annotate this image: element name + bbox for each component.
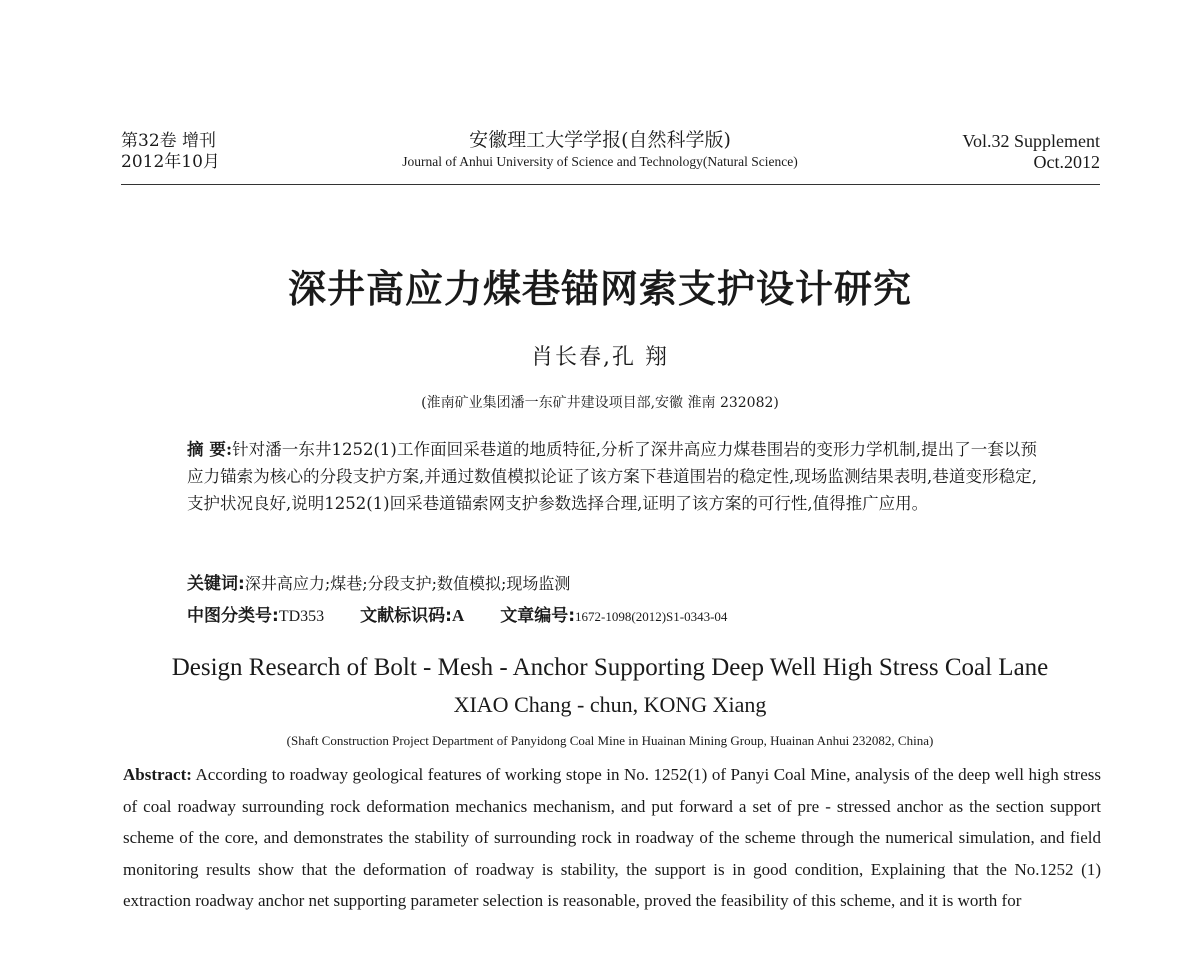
header-volume-cn-block — [121, 131, 220, 173]
clc-label: 中图分类号: — [187, 606, 279, 626]
article-number-label: 文章编号: — [500, 606, 576, 626]
affiliation-en: (Shaft Construction Project Department of Panyidong Coal Mine in Huainan Mining Group, Huainan Anhui 232082, China) — [286, 733, 934, 748]
header-volume-en: Vol.32 Supplement — [962, 131, 1100, 151]
abstract-en-text: According to roadway geological features of working stope in No. 1252(1) of Panyi Coal Mine, analysis of the deep well high stress of coal roadway surrounding rock deformation mechanics mechanism, and put forward a set of pre - stressed anchor as the section support scheme of the core, and demonstrates the stability of surrounding rock in roadway of the scheme through the numerical simulation, and field monitoring results show that the deformation of roadway is stability, the support is in good condition, Explaining that the No.1252 (1) extraction roadway anchor net supporting parameter selection is reasonable, proved the feasibility of this scheme, and it is worth for — [123, 765, 1101, 910]
abstract-cn-text: 针对潘一东井1252(1)工作面回采巷道的地质特征,分析了深井高应力煤巷围岩的变形力学机制,提出了一套以预应力锚索为核心的分段支护方案,并通过数值模拟论证了该方案下巷道围岩的稳定性,现场监测结果表明,巷道变形稳定,支护状况良好,说明1252(1)回采巷道锚索网支护参数选择合理,证明了该方案的可行性,值得推广应用。 — [187, 440, 1037, 513]
header-date-en: Oct.2012 — [1033, 152, 1100, 172]
abstract-en — [123, 759, 1101, 917]
paper-title-en: Design Research of Bolt - Mesh - Anchor Supporting Deep Well High Stress Coal Lane — [171, 654, 1049, 681]
classification-line — [187, 601, 727, 626]
abstract-en-label: Abstract: — [123, 765, 192, 784]
article-number-value: 1672-1098(2012)S1-0343-04 — [575, 609, 728, 624]
authors-cn: 肖长春,孔 翔 — [531, 345, 669, 370]
journal-name-cn: 安徽理工大学学报(自然科学版) — [469, 129, 731, 151]
document-code-label: 文献标识码: — [360, 606, 452, 626]
journal-header — [320, 128, 880, 171]
abstract-cn-label: 摘 要: — [187, 440, 233, 459]
affiliation-cn: (淮南矿业集团潘一东矿井建设项目部,安徽 淮南 232082) — [421, 395, 779, 411]
header-date-cn: 2012年10月 — [121, 152, 220, 172]
keywords — [187, 569, 570, 594]
keywords-label: 关键词: — [187, 574, 245, 594]
journal-name-en: Journal of Anhui University of Science and Technology(Natural Science) — [402, 154, 798, 169]
header-divider — [121, 184, 1100, 185]
paper-title-cn: 深井高应力煤巷锚网索支护设计研究 — [287, 266, 912, 311]
header-volume-en-block — [962, 131, 1100, 173]
abstract-cn — [187, 436, 1037, 517]
keywords-text: 深井高应力;煤巷;分段支护;数值模拟;现场监测 — [244, 574, 571, 593]
authors-en: XIAO Chang - chun, KONG Xiang — [453, 692, 767, 717]
header-volume-cn: 第32卷 增刊 — [121, 131, 217, 151]
document-code-value: A — [451, 606, 465, 625]
clc-value: TD353 — [278, 608, 325, 625]
